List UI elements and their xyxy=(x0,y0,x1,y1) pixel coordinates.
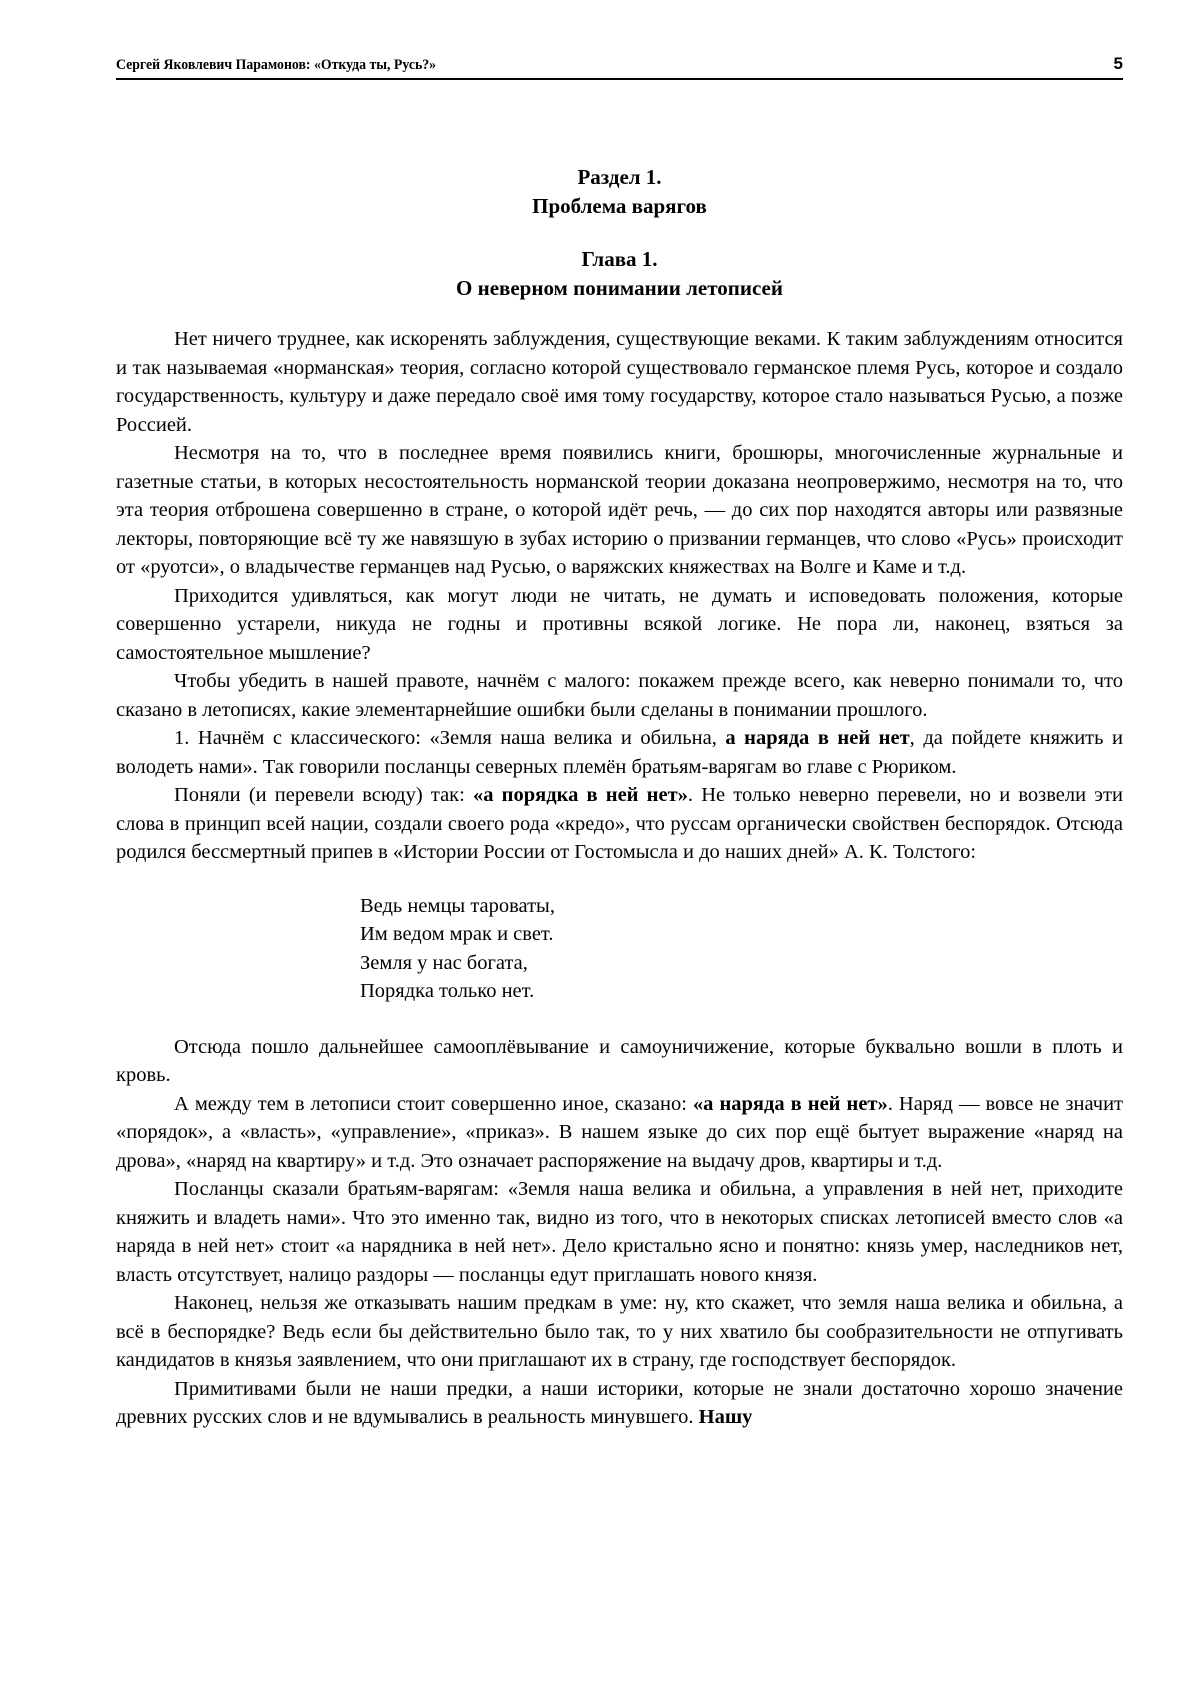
section-title: Проблема варягов xyxy=(532,194,707,218)
paragraph-8-text-c: . Наряд — вовсе не значит «порядок», а «власть», «управление», «приказ». В нашем языке до сих пор ещё бытует выражение «наряд на дрова», «наряд на квартиру» и т.д. Это означает распоряжение на выдачу дров, квартиры и т.д. xyxy=(116,1092,1123,1172)
paragraph-4: Чтобы убедить в нашей правоте, начнём с малого: покажем прежде всего, как неверно понимали то, что сказано в летописях, какие элементарнейшие ошибки были сделаны в понимании прошлого. xyxy=(116,670,1123,721)
chapter-heading xyxy=(116,245,1123,303)
paragraph-5-text-a: 1. Начнём с классического: «Земля наша велика и обильна, xyxy=(174,727,726,749)
body-text xyxy=(116,325,1123,1432)
page-number: 5 xyxy=(1113,54,1123,73)
paragraph-5-bold: а наряда в ней нет xyxy=(725,727,910,749)
paragraph-8-bold: «а наряда в ней нет» xyxy=(692,1092,888,1115)
paragraph-1: Нет ничего труднее, как искоренять заблуждения, существующие веками. К таким заблуждениям относится и так называемая «норманская» теория, согласно которой существовало германское племя Русь, которое и создало государственность, культуру и даже передало своё имя тому государству, которое стало называться Русью, а позже Россией. xyxy=(116,328,1123,436)
paragraph-5 xyxy=(116,724,1123,781)
poem-line-4: Порядка только нет. xyxy=(360,980,535,1002)
paragraph-11-text-a: Примитивами были не наши предки, а наши историки, которые не знали достаточно хорошо значение древних русских слов и не вдумывались в реальность минувшего. xyxy=(116,1377,1123,1428)
paragraph-8 xyxy=(116,1090,1123,1176)
paragraph-6-text-c: . Не только неверно перевели, но и возвели эти слова в принцип всей нации, создали своего рода «кредо», что руссам органически свойствен беспорядок. Отсюда родился бессмертный припев в «Истории России от Гостомысла и до наших дней» А. К. Толстого: xyxy=(116,784,1123,863)
paragraph-6-text-a: Поняли (и перевели всюду) так: xyxy=(174,784,473,806)
paragraph-3: Приходится удивляться, как могут люди не читать, не думать и исповедовать положения, которые совершенно устарели, никуда не годны и противны всякой логике. Не пора ли, наконец, взяться за самостоятельное мышление? xyxy=(116,584,1123,664)
paragraph-10: Наконец, нельзя же отказывать нашим предкам в уме: ну, кто скажет, что земля наша велика и обильна, а всё в беспорядке? Ведь если бы действительно было так, то у них хватило бы сообразительности не отпугивать кандидатов в князья заявлением, что они приглашают их в страну, где господствует беспорядок. xyxy=(116,1292,1123,1371)
headings xyxy=(116,163,1123,303)
paragraph-2: Несмотря на то, что в последнее время появились книги, брошюры, многочисленные журнальные и газетные статьи, в которых несостоятельность норманской теории доказана неопровержимо, несмотря на то, что эта теория отброшена совершенно в стране, о которой идёт речь, — до сих пор находятся авторы или развязные лекторы, повторяющие всё ту же навязшую в зубах историю о призвании германцев, что слово «Русь» происходит от «руотси», о владычестве германцев над Русью, о варяжских княжествах на Волге и Каме и т.д. xyxy=(116,442,1123,578)
header-title: Сергей Яковлевич Парамонов: «Откуда ты, Русь?» xyxy=(116,57,437,73)
paragraph-6-bold: «а порядка в ней нет» xyxy=(473,784,688,806)
paragraph-11 xyxy=(116,1375,1123,1432)
running-header xyxy=(116,54,1123,80)
paragraph-6 xyxy=(116,781,1123,867)
paragraph-5-text-c: , да пойдете княжить и володеть нами». Так говорили посланцы северных племён братьям-варягам во главе с Рюриком. xyxy=(116,727,1123,778)
poem-line-3: Земля у нас богата, xyxy=(360,951,528,974)
paragraph-9: Посланцы сказали братьям-варягам: «Земля наша велика и обильна, а управления в ней нет, приходите княжить и владеть нами». Что это именно так, видно из того, что в некоторых списках летописей вместо слов «а наряда в ней нет» стоит «а нарядника в ней нет». Дело кристально ясно и понятно: князь умер, наследников нет, власть отсутствует, налицо раздоры — посланцы едут приглашать нового князя. xyxy=(116,1178,1123,1286)
poem-line-1: Ведь немцы тароваты, xyxy=(360,894,555,917)
poem-line-2: Им ведом мрак и свет. xyxy=(360,923,554,945)
poem-quote xyxy=(360,892,1123,1006)
paragraph-11-bold: Нашу xyxy=(698,1406,753,1428)
section-label: Раздел 1. xyxy=(577,165,662,189)
paragraph-8-text-a: А между тем в летописи стоит совершенно иное, сказано: xyxy=(174,1092,693,1115)
chapter-label: Глава 1. xyxy=(581,247,658,271)
paragraph-7: Отсюда пошло дальнейшее самооплёвывание и самоуничижение, которые буквально вошли в плоть и кровь. xyxy=(116,1035,1123,1086)
chapter-title: О неверном понимании летописей xyxy=(456,276,783,300)
